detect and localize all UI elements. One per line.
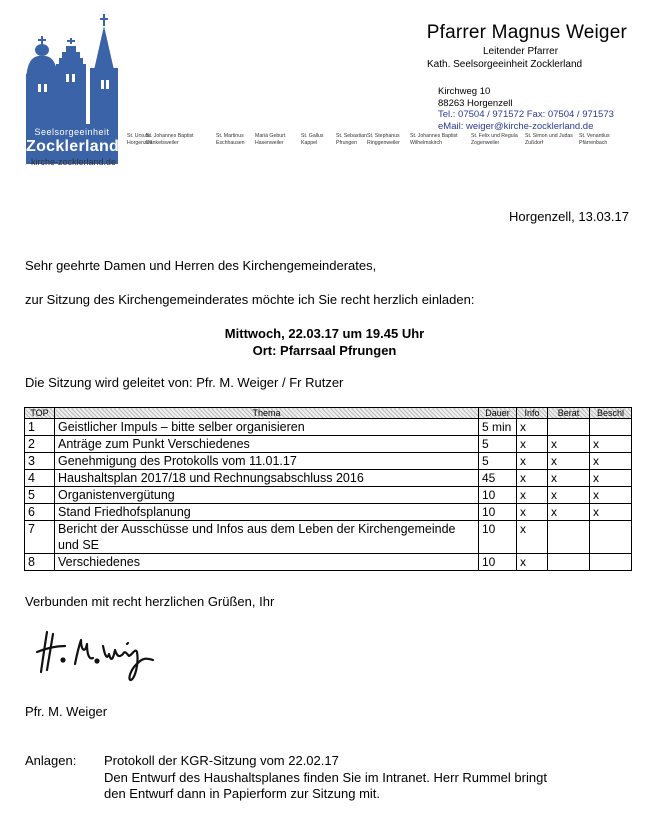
berat-mark: x <box>548 504 590 521</box>
duration: 10 <box>479 504 517 521</box>
parish-item: St. Simon und Judas Zußdorf <box>525 133 573 146</box>
info-mark: x <box>517 419 548 436</box>
topic: Anträge zum Punkt Verschiedenes <box>55 436 479 453</box>
topic: Verschiedenes <box>55 554 479 571</box>
meeting-location: Ort: Pfarrsaal Pfrungen <box>252 343 397 358</box>
column-header: Dauer <box>479 408 517 419</box>
topic: Organistenvergütung <box>55 487 479 504</box>
parish-item: St. Sebastian Pfrungen <box>336 133 367 146</box>
agenda-table <box>24 407 632 571</box>
column-header: Thema <box>55 408 479 419</box>
church-logo <box>26 14 120 167</box>
info-mark: x <box>517 504 548 521</box>
parish-item: St. Venantius Pfärrenbach <box>579 133 610 146</box>
meeting-datetime: Mittwoch, 22.03.17 um 19.45 Uhr <box>224 326 425 341</box>
sender-unit: Kath. Seelsorgeeinheit Zocklerland <box>427 59 583 70</box>
topic: Haushaltsplan 2017/18 und Rechnungsabschluss 2016 <box>55 470 479 487</box>
attachment-line: Den Entwurf des Haushaltsplanes finden Sie im Intranet. Herr Rummel bringt <box>104 769 547 785</box>
top-number: 2 <box>25 436 55 453</box>
agenda-header-row <box>25 408 632 419</box>
attachments-label: Anlagen: <box>25 753 77 768</box>
table-row <box>25 453 632 470</box>
info-mark: x <box>517 487 548 504</box>
topic: Genehmigung des Protokolls vom 11.01.17 <box>55 453 479 470</box>
parish-item: St. Stephanus Ringgenweiler <box>367 133 400 146</box>
berat-mark: x <box>548 470 590 487</box>
beschl-mark <box>590 521 632 554</box>
letter-date: Horgenzell, 13.03.17 <box>509 209 629 224</box>
top-number: 7 <box>25 521 55 554</box>
parish-item: Mariä Geburt Hasenweiler <box>255 133 286 146</box>
address-street: Kirchweg 10 <box>438 86 491 97</box>
beschl-mark: x <box>590 504 632 521</box>
logo-line-2: Zocklerland <box>26 138 120 155</box>
column-header: Info <box>517 408 548 419</box>
signer-name: Pfr. M. Weiger <box>25 704 108 719</box>
logo-line-1: Seelsorgeeinheit <box>34 127 110 137</box>
topic: Bericht der Ausschüsse und Infos aus dem Leben der Kirchengemeinde und SE <box>55 521 479 554</box>
top-number: 8 <box>25 554 55 571</box>
beschl-mark <box>590 554 632 571</box>
duration: 10 <box>479 521 517 554</box>
table-row <box>25 419 632 436</box>
duration: 5 <box>479 453 517 470</box>
berat-mark <box>548 419 590 436</box>
table-row <box>25 554 632 571</box>
top-number: 4 <box>25 470 55 487</box>
beschl-mark: x <box>590 436 632 453</box>
berat-mark: x <box>548 487 590 504</box>
duration: 10 <box>479 554 517 571</box>
duration: 5 <box>479 436 517 453</box>
attachments-list <box>104 753 547 803</box>
church-towers-icon <box>26 14 118 126</box>
info-mark: x <box>517 436 548 453</box>
column-header: TOP <box>25 408 55 419</box>
parish-item: St. Felix und Regula Zogenweiler <box>471 133 518 146</box>
top-number: 5 <box>25 487 55 504</box>
column-header: Berat <box>548 408 590 419</box>
beschl-mark <box>590 419 632 436</box>
closing-text: Verbunden mit recht herzlichen Grüßen, Ihr <box>25 594 275 609</box>
logo-url: kirche-zocklerland.de <box>31 157 117 167</box>
parish-item: St. Johannes Baptist Danketsweiler <box>146 133 194 146</box>
table-row <box>25 504 632 521</box>
address-phone: Tel.: 07504 / 971572 Fax: 07504 / 971573 <box>438 109 614 120</box>
table-row <box>25 436 632 453</box>
info-mark: x <box>517 554 548 571</box>
topic: Stand Friedhofsplanung <box>55 504 479 521</box>
berat-mark <box>548 521 590 554</box>
info-mark: x <box>517 453 548 470</box>
info-mark: x <box>517 521 548 554</box>
berat-mark: x <box>548 453 590 470</box>
parish-item: St. Gallus Kappel <box>301 133 324 146</box>
sender-address <box>438 86 614 132</box>
top-number: 1 <box>25 419 55 436</box>
parish-list <box>127 133 647 153</box>
parish-item: St. Johannes Baptist Wilhelmskirch <box>410 133 458 146</box>
salutation: Sehr geehrte Damen und Herren des Kirchengemeinderates, <box>25 258 377 273</box>
top-number: 3 <box>25 453 55 470</box>
duration: 5 min <box>479 419 517 436</box>
column-header: Beschl <box>590 408 632 419</box>
berat-mark <box>548 554 590 571</box>
table-row <box>25 470 632 487</box>
table-row <box>25 521 632 554</box>
beschl-mark: x <box>590 470 632 487</box>
chair-text: Die Sitzung wird geleitet von: Pfr. M. Weiger / Fr Rutzer <box>25 375 344 390</box>
beschl-mark: x <box>590 487 632 504</box>
duration: 10 <box>479 487 517 504</box>
table-row <box>25 487 632 504</box>
sender-name: Pfarrer Magnus Weiger <box>426 22 627 43</box>
parish-item: St. Ursula Horgenzell <box>127 133 152 146</box>
info-mark: x <box>517 470 548 487</box>
address-city: 88263 Horgenzell <box>438 97 513 109</box>
topic: Geistlicher Impuls – bitte selber organisieren <box>55 419 479 436</box>
beschl-mark: x <box>590 453 632 470</box>
sender-role: Leitender Pfarrer <box>483 46 559 57</box>
berat-mark: x <box>548 436 590 453</box>
invitation-text: zur Sitzung des Kirchengemeinderates möchte ich Sie recht herzlich einladen: <box>25 292 475 307</box>
address-email: eMail: weiger@kirche-zocklerland.de <box>438 120 594 132</box>
attachment-line: den Entwurf dann in Papierform zur Sitzung mit. <box>104 786 381 801</box>
duration: 45 <box>479 470 517 487</box>
top-number: 6 <box>25 504 55 521</box>
attachment-line: Protokoll der KGR-Sitzung vom 22.02.17 <box>104 753 339 768</box>
parish-item: St. Martinus Eschhausen <box>216 133 245 146</box>
handwritten-signature <box>35 624 165 684</box>
